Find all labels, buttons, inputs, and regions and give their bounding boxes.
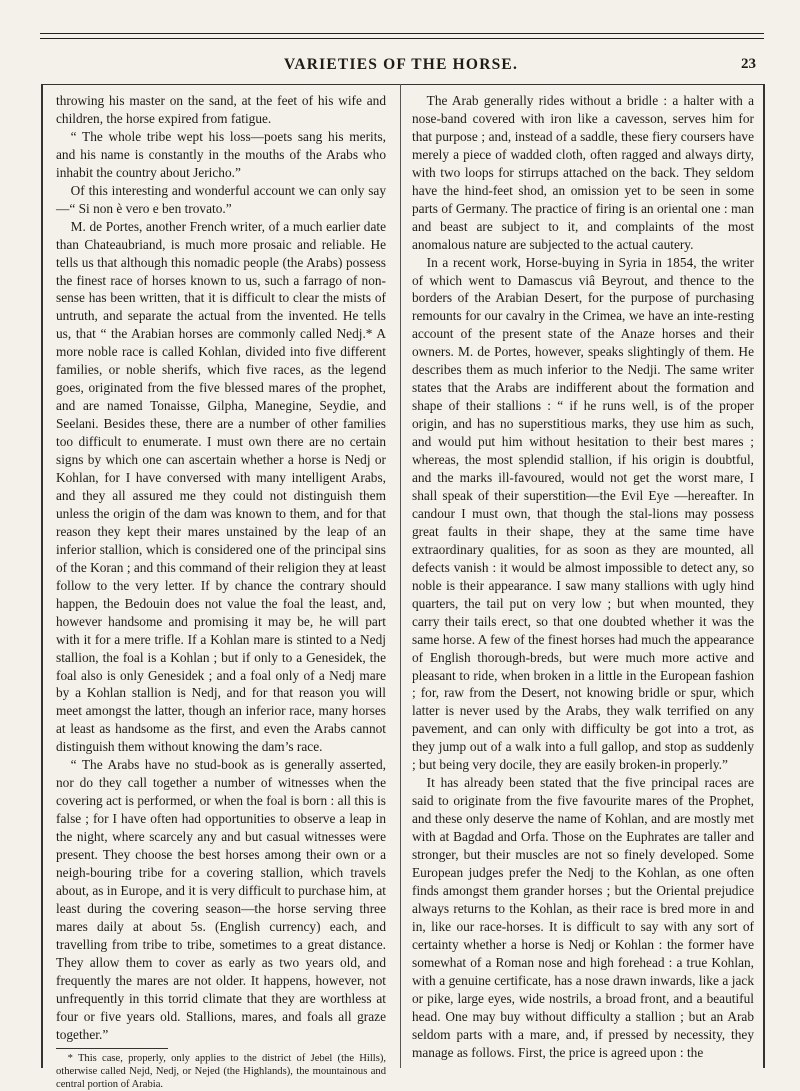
column-divider bbox=[400, 84, 401, 1068]
paragraph: The Arab generally rides without a bridle : a halter with a nose-band covered with iron like a cavesson, serves him for that purpose ; and, instead of a saddle, these fiery coursers have merely a piece of wadded cloth, often ragged and always dirty, with two loops for stirrups attached on the back. They seldom have the hind-feet shod, an omission yet to be seen in some parts of Germany. The practice of firing is an oriental one : man and beast are subject to it, and complaints of the most anomalous nature are subjected to the actual cautery. bbox=[412, 93, 754, 252]
left-border-rule bbox=[41, 84, 43, 1068]
running-head: VARIETIES OF THE HORSE. bbox=[283, 56, 519, 73]
page-number: 23 bbox=[741, 56, 756, 72]
paragraph: Of this interesting and wonderful account we can only say —“ Si non è vero e ben trovato.” bbox=[56, 182, 386, 216]
paragraph: “ The whole tribe wept his loss—poets sang his merits, and his name is constantly in the mouths of the Arabs who inhabit the country about Jericho.” bbox=[56, 128, 386, 180]
page-header bbox=[40, 56, 762, 78]
footnote: * This case, properly, only applies to the district of Jebel (the Hills), otherwise called Nejd, Nedj, or Nejed (the Highlands), the mountainous and central portion of Arabia. bbox=[56, 1052, 386, 1090]
right-border-rule bbox=[763, 84, 765, 1068]
paragraph: “ The Arabs have no stud-book as is generally asserted, nor do they call together a number of witnesses when the covering act is performed, or when the foal is born : all this is false ; for I have often had opportunities to observe a leap in the night, where scarcely any and but casual witnesses were present. They choose the best horses among their own or a neigh-bouring tribe for a covering stallion, which travels about, as in Europe, and it is very difficult to purchase him, at least during the covering season—the horse serving three mares daily at about 5s. (English currency) each, and travelling from tribe to tribe, sometimes to a great distance. They allow them to cover as early as two years old, and frequently the mares are not older. It happens, however, not unfrequently in this torrid climate that they are worthless at four or five years old. Stallions, mares, and foals all graze together.” bbox=[56, 757, 386, 1042]
right-column bbox=[412, 92, 754, 1061]
header-rule bbox=[41, 84, 765, 85]
paragraph: In a recent work, Horse-buying in Syria in 1854, the writer of which went to Damascus viâ Beyrout, and thence to the borders of the Arabian Desert, for the purpose of purchasing remounts for our cavalry in the Crimea, we have an inte-resting account of the present state of the Anaze horses and their owners. M. de Portes, however, speaks slightingly of them. He describes them as much inferior to the Nedji. The same writer states that the Arabs are indifferent about the formation and shape of their stallions : “ if he runs well, is of the proper origin, and has no superstitious marks, they use him as such, and would put him without hesitation to their best mares ; whereas, the most splendid stallion, if his origin is doubtful, and the marks ill-favoured, would not get the worst mare, I shall speak of their superstition—the Evil Eye —hereafter. In candour I must own, that though the stal-lions may possess great faults in their shape, they at the same time have extraordinary qualities, for as soon as they are mounted, all defects vanish : it would be almost impossible to detect any, so noble is their appearance. I saw many stallions with ugly hind quarters, the tail put on very low ; but when mounted, they carry their tails erect, so that one doubted whether it was the same horse. A few of the finest horses had much the appearance of English thorough-breds, but were much more active and pleasant to ride, when broken in a little in the European fashion ; for, raw from the Desert, not knowing bridle or spur, which latter is never used by the Arabs, they walk terrified on any pavement, and can only with difficulty be got into a trot, as they jump out of a walk into a full gallop, and stop as suddenly ; but being very docile, they are easily broken-in properly.” bbox=[412, 254, 754, 773]
left-column bbox=[56, 92, 386, 1091]
footnote-rule bbox=[56, 1048, 168, 1049]
paragraph: M. de Portes, another French writer, of a much earlier date than Chateaubriand, is much more prosaic and reliable. He tells us that although this nomadic people (the Arabs) possess the finest race of horses known to us, such a farrago of non-sense has been written, that it is difficult to clear the mists of untruth, and separate the actual from the invented. He tells us, that “ the Arabian horses are commonly called Nedj.* A more noble race is called Kohlan, divided into five different families, or noble sherifs, which five races, as the legend goes, originated from the five blessed mares of the prophet, and are named Tonaisse, Gilpha, Manegine, Seydie, and Seelani. Besides these, there are a number of other families too difficult to enumerate. I must own there are no certain signs by which one can ascertain whether a horse is Nedj or Kohlan, for I have conversed with many intelligent Arabs, and they all assured me they could not distinguish them unless the origin of the dam was known to them, and for that reason they kept their mares unstained by the leap of an inferior stallion, which is considered one of the principal sins of the Koran ; and this command of their religion they at least follow to the very letter. If by chance the contrary should happen, the Bedouin does not value the foal the least, and, however handsome and promising it may be, he will part with it for a mere trifle. If a Kohlan mare is stinted to a Nedj stallion, the foal is a Kohlan ; but if only to a Genesidek, the foal also is only Genesidek ; and a foal only of a Nedj mare by a Kohlan stallion is Nedj, and for that reason you will meet amongst the latter, though an inferior race, many horses at least as handsome as the first, and even the Arabs cannot distinguish them without knowing the dam’s race. bbox=[56, 218, 386, 755]
paragraph: throwing his master on the sand, at the feet of his wife and children, the horse expired from fatigue. bbox=[56, 93, 386, 126]
paragraph: It has already been stated that the five principal races are said to originate from the five favourite mares of the Prophet, and these only deserve the name of Kohlan, and are mostly met with at Bagdad and Orfa. Those on the Euphrates are taller and stronger, but their muscles are not so finely developed. Some European judges prefer the Nedj to the Kohlan, as one often finds amongst them grander horses ; but the Oriental prejudice always returns to the Kohlan, as their race is bred more in and in, like our race-horses. It is difficult to say with any sort of certainty whether a horse is Nedj or Kohlan : the former have somewhat of a Roman nose and high forehead : a true Kohlan, with a genuine certificate, has a nose drawn inwards, like a jack or pike, large eyes, wide nostrils, a broad front, and a beautiful head. One may buy without difficulty a stallion ; but an Arab seldom parts with a mare, and, if pressed by necessity, they manage as follows. First, the price is agreed upon : the bbox=[412, 775, 754, 1060]
top-double-rule bbox=[40, 33, 764, 39]
